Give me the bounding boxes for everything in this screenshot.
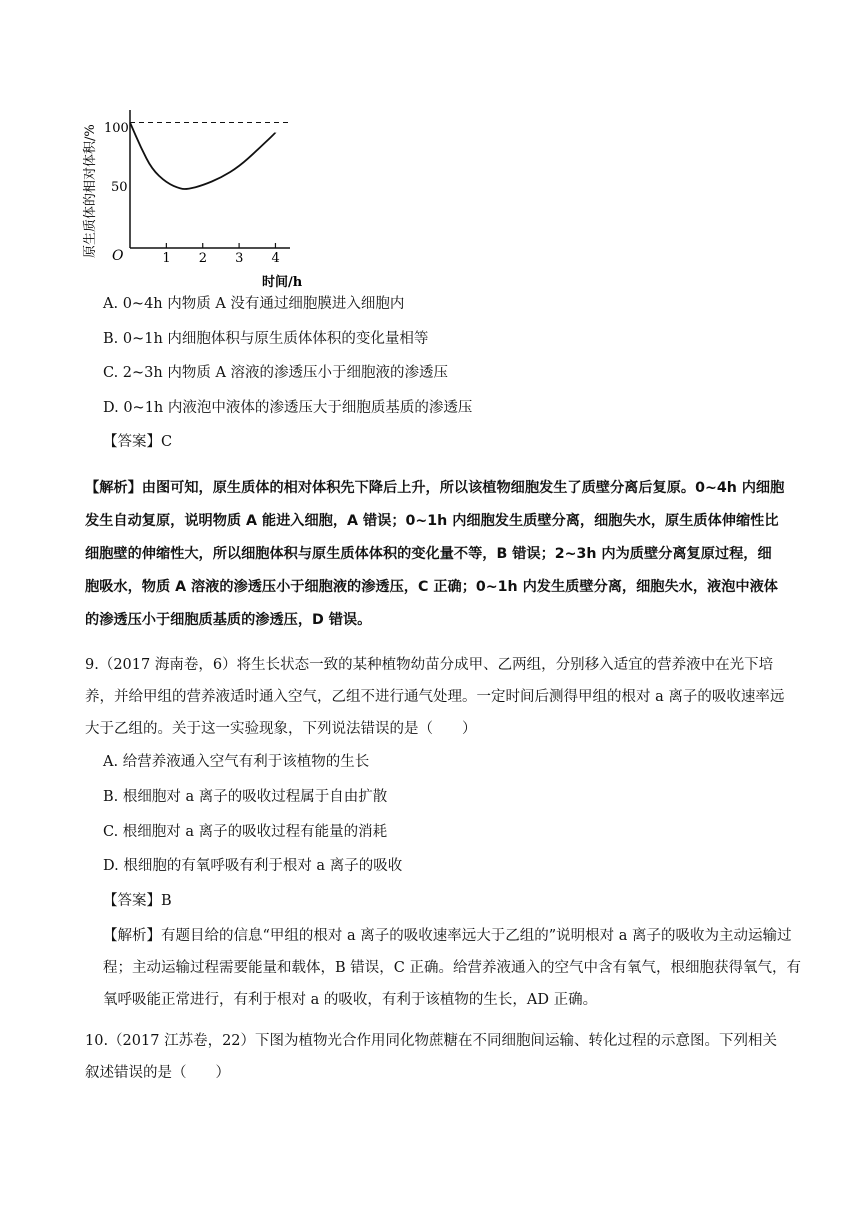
q8-option-a: A. 0~4h 内物质 A 没有通过细胞膜进入细胞内: [103, 296, 405, 312]
x-tick-label: 1: [162, 251, 171, 266]
x-axis-label: 时间/h: [262, 275, 303, 290]
x-ticks: [162, 243, 279, 266]
y-tick-100: 100: [104, 121, 129, 136]
q9-option-d: D. 根细胞的有氧呼吸有利于根对 a 离子的吸收: [103, 858, 403, 874]
y-tick-50: 50: [111, 180, 128, 195]
q9-stem: 9.（2017 海南卷，6）将生长状态一致的某种植物幼苗分成甲、乙两组，分别移入适宜的营养液中在光下培养，并给甲组的营养液适时通入空气，乙组不进行通气处理。一定时间后测得甲组的根对 a 离子的吸收速率远大于乙组的。关于这一实验现象，下列说法错误的是（ ）: [85, 657, 785, 737]
q9-answer: 【答案】B: [103, 893, 172, 909]
volume-curve: [130, 123, 276, 190]
q8-option-b: B. 0~1h 内细胞体积与原生质体体积的变化量相等: [103, 331, 429, 347]
q9-option-a: A. 给营养液通入空气有利于该植物的生长: [103, 754, 370, 770]
origin-label: O: [112, 248, 124, 264]
q9-option-b: B. 根细胞对 a 离子的吸收过程属于自由扩散: [103, 789, 388, 805]
q8-answer: 【答案】C: [103, 434, 173, 450]
x-tick-label: 3: [235, 251, 244, 266]
q8-option-d: D. 0~1h 内液泡中液体的渗透压大于细胞质基质的渗透压: [103, 400, 473, 416]
q8-analysis: 【解析】由图可知，原生质体的相对体积先下降后上升，所以该植物细胞发生了质壁分离后复原。0~4h 内细胞发生自动复原，说明物质 A 能进入细胞，A 错误；0~1h 内细胞发生质壁分离，细胞失水，原生质体伸缩性比细胞壁的伸缩性大，所以细胞体积与原生质体体积的变化量不等，B 错误；2~3h 内为质壁分离复原过程，细胞吸水，物质 A 溶液的渗透压小于细胞液的渗透压，C 正确；0~1h 内发生质壁分离，细胞失水，液泡中液体的渗透压小于细胞质基质的渗透压，D 错误。: [85, 480, 785, 628]
x-tick-label: 2: [198, 251, 208, 266]
q10-stem: 10.（2017 江苏卷，22）下图为植物光合作用同化物蔗糖在不同细胞间运输、转化过程的示意图。下列相关叙述错误的是（ ）: [85, 1033, 778, 1081]
x-tick-label: 4: [271, 251, 280, 266]
q9-analysis: 【解析】有题目给的信息“甲组的根对 a 离子的吸收速率远大于乙组的”说明根对 a 离子的吸收为主动运输过程；主动运输过程需要能量和载体，B 错误，C 正确。给营养液通入的空气中含有氧气，根细胞获得氧气，有氧呼吸能正常进行，有利于根对 a 的吸收，有利于该植物的生长，AD 正确。: [103, 928, 801, 1008]
volume-graph: [78, 98, 318, 298]
q8-option-c: C. 2~3h 内物质 A 溶液的渗透压小于细胞液的渗透压: [103, 365, 449, 381]
y-axis-label: 原生质体的相对体积/%: [83, 124, 98, 258]
q9-option-c: C. 根细胞对 a 离子的吸收过程有能量的消耗: [103, 824, 388, 840]
graph-canvas: [78, 98, 318, 298]
